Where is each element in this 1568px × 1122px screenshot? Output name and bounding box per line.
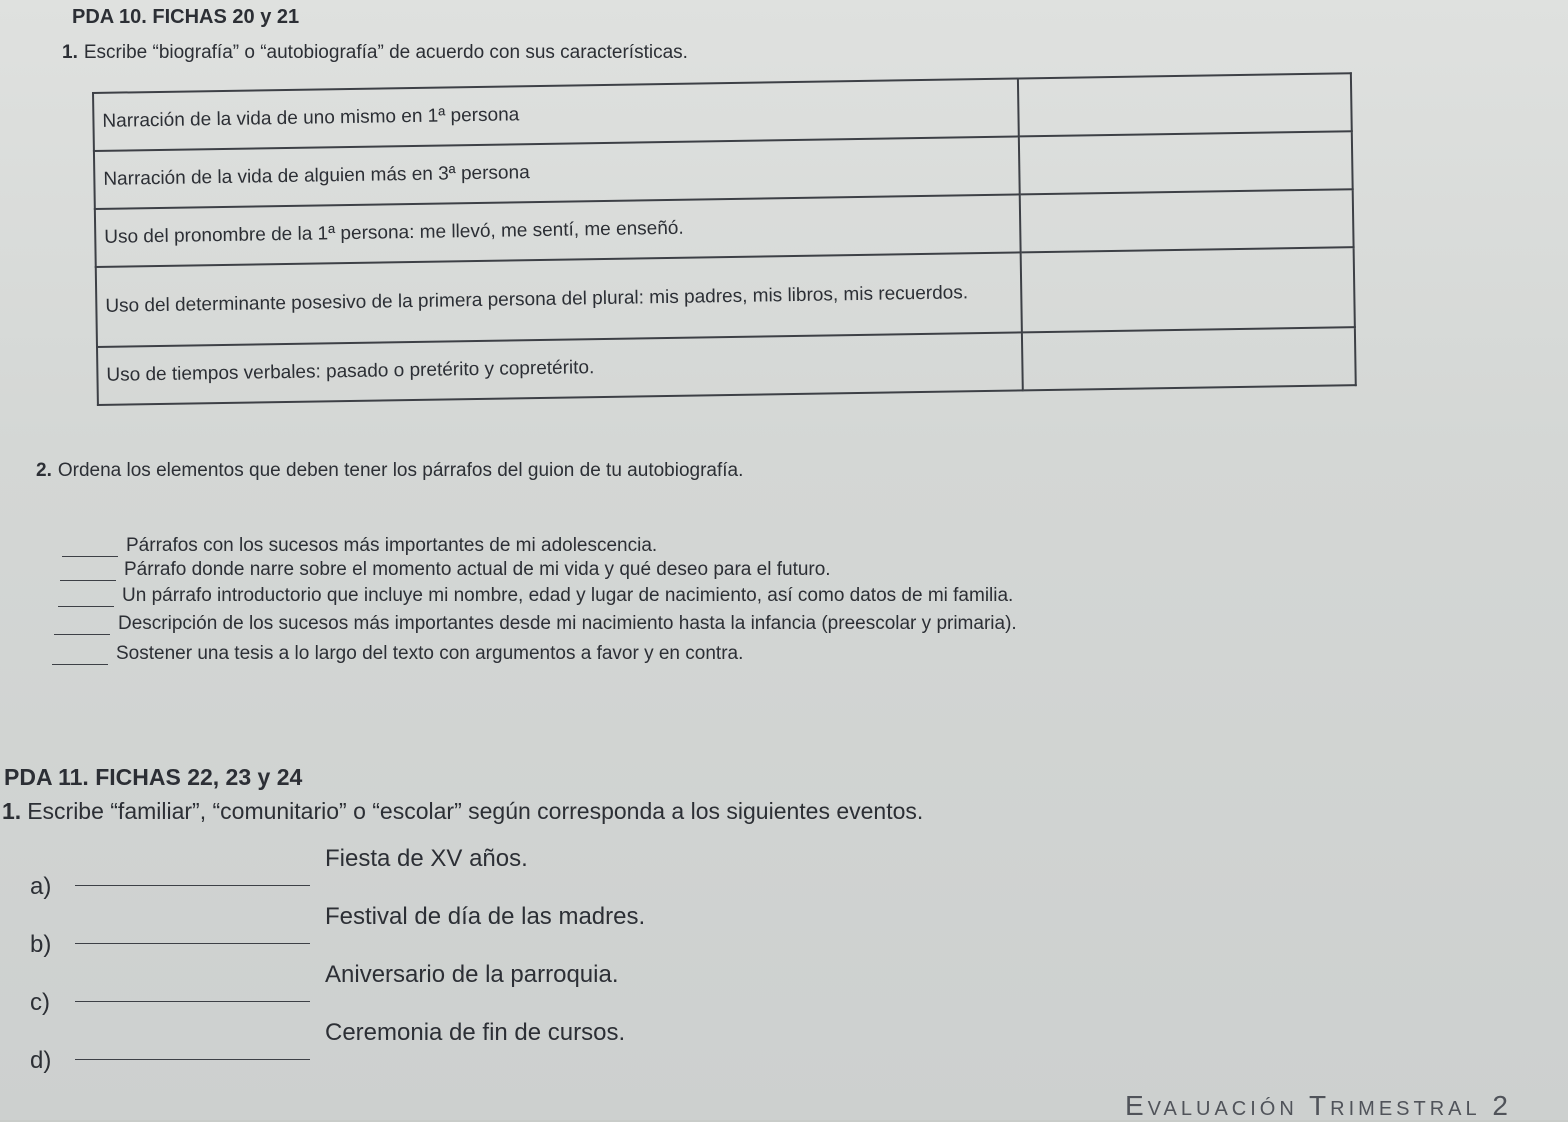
answer-cell[interactable] [1022,327,1356,390]
section3-heading: PDA 11. FICHAS 22, 23 y 24 [4,764,303,790]
instruction-text: Escribe “familiar”, “comunitario” o “escolar” según corresponda a los siguientes eventos. [27,798,924,824]
instruction-number: 1. [2,798,22,824]
list-item [52,643,1015,677]
list-item-text: Sostener una tesis a lo largo del texto con argumentos a favor y en contra. [116,643,744,664]
event-answer-blank[interactable] [75,1059,310,1060]
margin-scribble [0,160,60,250]
section1-heading: PDA 10. FICHAS 20 y 21 [72,6,300,28]
list-item-text: Párrafo donde narre sobre el momento actual de mi vida y qué deseo para el futuro. [124,559,831,580]
event-letter: b) [30,931,52,958]
list-item-text: Descripción de los sucesos más importantes desde mi nacimiento hasta la infancia (preescolar y primaria). [118,613,1017,634]
event-letter: d) [30,1047,52,1074]
event-answer-blank[interactable] [75,1001,310,1002]
event-text: Ceremonia de fin de cursos. [325,1019,626,1046]
list-item [54,613,1017,647]
characteristic-text: Uso del determinante posesivo de la primera persona del plural: mis padres, mis libros, mis recuerdos. [96,252,1022,347]
section3-instruction [2,798,923,825]
characteristic-text: Narración de la vida de alguien más en 3ª persona [94,136,1020,209]
event-letter: c) [30,989,50,1016]
instruction-text: Escribe “biografía” o “autobiografía” de acuerdo con sus características. [83,42,688,63]
order-blank[interactable] [52,646,108,665]
answer-cell[interactable] [1019,131,1353,194]
instruction-number: 2. [36,460,52,481]
order-blank[interactable] [58,588,114,607]
event-answer-blank[interactable] [75,943,310,944]
event-text: Aniversario de la parroquia. [325,961,619,988]
event-text: Fiesta de XV años. [325,845,528,872]
characteristic-text: Narración de la vida de uno mismo en 1ª persona [93,78,1019,151]
event-text: Festival de día de las madres. [325,903,646,930]
order-blank[interactable] [60,562,116,581]
footer-title: Evaluación Trimestral 2 [1125,1090,1512,1121]
instruction-number: 1. [62,42,78,63]
answer-cell[interactable] [1018,73,1352,136]
order-blank[interactable] [62,538,118,557]
characteristic-text: Uso de tiempos verbales: pasado o pretérito y copretérito. [97,332,1023,405]
event-answer-blank[interactable] [75,885,310,886]
event-letter: a) [30,873,52,900]
list-item-text: Párrafos con los sucesos más importantes de mi adolescencia. [126,535,658,556]
answer-cell[interactable] [1021,247,1355,332]
section2-instruction [36,460,743,482]
section1-instruction [62,42,688,64]
order-blank[interactable] [54,616,110,635]
order-list [50,535,1017,705]
characteristics-table [92,72,1357,406]
instruction-text: Ordena los elementos que deben tener los párrafos del guion de tu autobiografía. [57,460,744,481]
answer-cell[interactable] [1020,189,1354,252]
characteristic-text: Uso del pronombre de la 1ª persona: me llevó, me sentí, me enseñó. [95,194,1021,267]
list-item-text: Un párrafo introductorio que incluye mi nombre, edad y lugar de nacimiento, así como datos de mi familia. [122,585,1014,606]
